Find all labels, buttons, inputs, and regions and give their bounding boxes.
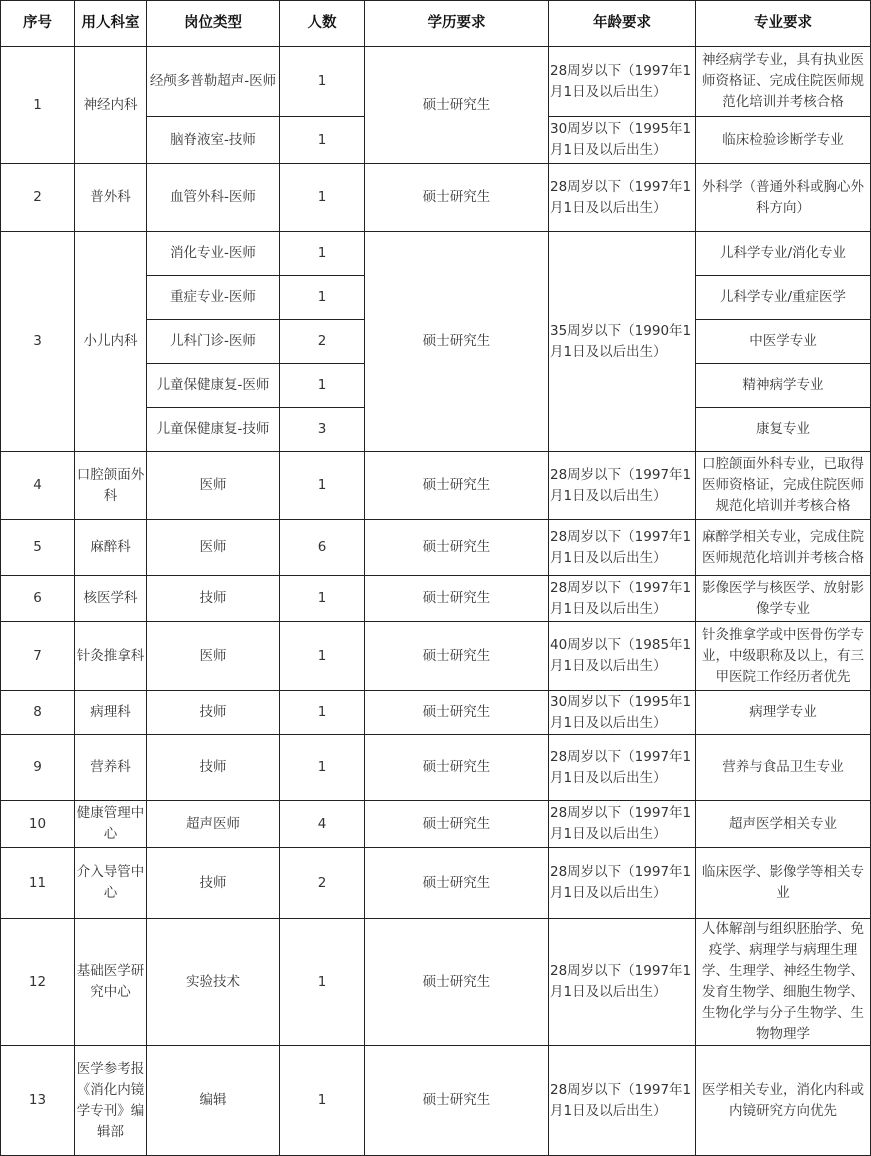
header-age: 年龄要求 bbox=[549, 1, 696, 47]
cell-type: 技师 bbox=[147, 691, 280, 735]
cell-major: 神经病学专业，具有执业医师资格证、完成住院医师规范化培训并考核合格 bbox=[696, 47, 871, 117]
cell-count: 3 bbox=[280, 408, 365, 452]
header-count: 人数 bbox=[280, 1, 365, 47]
cell-age: 35周岁以下（1990年1月1日及以后出生） bbox=[549, 232, 696, 452]
cell-age: 28周岁以下（1997年1月1日及以后出生） bbox=[549, 164, 696, 232]
cell-major: 营养与食品卫生专业 bbox=[696, 735, 871, 801]
cell-edu: 硕士研究生 bbox=[365, 1046, 549, 1156]
cell-count: 1 bbox=[280, 452, 365, 520]
table-row bbox=[1, 1046, 871, 1156]
cell-count: 1 bbox=[280, 622, 365, 691]
cell-type: 技师 bbox=[147, 735, 280, 801]
cell-dept: 基础医学研究中心 bbox=[75, 919, 147, 1046]
cell-dept: 麻醉科 bbox=[75, 520, 147, 576]
cell-count: 1 bbox=[280, 164, 365, 232]
cell-edu: 硕士研究生 bbox=[365, 576, 549, 622]
cell-type: 医师 bbox=[147, 452, 280, 520]
header-row bbox=[1, 1, 871, 47]
table-row bbox=[1, 848, 871, 919]
cell-type: 血管外科-医师 bbox=[147, 164, 280, 232]
cell-major: 儿科学专业/消化专业 bbox=[696, 232, 871, 276]
cell-major: 临床医学、影像学等相关专业 bbox=[696, 848, 871, 919]
header-major: 专业要求 bbox=[696, 1, 871, 47]
cell-count: 2 bbox=[280, 848, 365, 919]
cell-no: 7 bbox=[1, 622, 75, 691]
cell-dept: 小儿内科 bbox=[75, 232, 147, 452]
table-row bbox=[1, 164, 871, 232]
cell-dept: 口腔颌面外科 bbox=[75, 452, 147, 520]
cell-no: 12 bbox=[1, 919, 75, 1046]
cell-no: 4 bbox=[1, 452, 75, 520]
cell-type: 医师 bbox=[147, 622, 280, 691]
cell-dept: 普外科 bbox=[75, 164, 147, 232]
cell-type: 超声医师 bbox=[147, 801, 280, 848]
cell-count: 1 bbox=[280, 919, 365, 1046]
cell-no: 13 bbox=[1, 1046, 75, 1156]
header-dept: 用人科室 bbox=[75, 1, 147, 47]
cell-type: 儿童保健康复-技师 bbox=[147, 408, 280, 452]
cell-count: 1 bbox=[280, 117, 365, 164]
cell-no: 3 bbox=[1, 232, 75, 452]
cell-dept: 营养科 bbox=[75, 735, 147, 801]
cell-no: 5 bbox=[1, 520, 75, 576]
cell-edu: 硕士研究生 bbox=[365, 919, 549, 1046]
cell-major: 医学相关专业，消化内科或内镜研究方向优先 bbox=[696, 1046, 871, 1156]
cell-type: 实验技术 bbox=[147, 919, 280, 1046]
cell-count: 1 bbox=[280, 47, 365, 117]
cell-age: 28周岁以下（1997年1月1日及以后出生） bbox=[549, 576, 696, 622]
cell-edu: 硕士研究生 bbox=[365, 520, 549, 576]
cell-count: 1 bbox=[280, 1046, 365, 1156]
cell-age: 30周岁以下（1995年1月1日及以后出生） bbox=[549, 117, 696, 164]
cell-major: 口腔颌面外科专业，已取得医师资格证，完成住院医师规范化培训并考核合格 bbox=[696, 452, 871, 520]
cell-type: 重症专业-医师 bbox=[147, 276, 280, 320]
cell-major: 麻醉学相关专业，完成住院医师规范化培训并考核合格 bbox=[696, 520, 871, 576]
cell-count: 4 bbox=[280, 801, 365, 848]
cell-age: 28周岁以下（1997年1月1日及以后出生） bbox=[549, 1046, 696, 1156]
cell-major: 康复专业 bbox=[696, 408, 871, 452]
table-row bbox=[1, 576, 871, 622]
cell-age: 28周岁以下（1997年1月1日及以后出生） bbox=[549, 520, 696, 576]
cell-edu: 硕士研究生 bbox=[365, 622, 549, 691]
cell-dept: 病理科 bbox=[75, 691, 147, 735]
table-row bbox=[1, 801, 871, 848]
cell-no: 11 bbox=[1, 848, 75, 919]
cell-edu: 硕士研究生 bbox=[365, 848, 549, 919]
cell-age: 30周岁以下（1995年1月1日及以后出生） bbox=[549, 691, 696, 735]
cell-dept: 介入导管中心 bbox=[75, 848, 147, 919]
cell-dept: 健康管理中心 bbox=[75, 801, 147, 848]
cell-count: 1 bbox=[280, 276, 365, 320]
cell-major: 精神病学专业 bbox=[696, 364, 871, 408]
cell-major: 针灸推拿学或中医骨伤学专业，中级职称及以上，有三甲医院工作经历者优先 bbox=[696, 622, 871, 691]
cell-no: 10 bbox=[1, 801, 75, 848]
cell-count: 1 bbox=[280, 232, 365, 276]
cell-type: 儿童保健康复-医师 bbox=[147, 364, 280, 408]
cell-no: 2 bbox=[1, 164, 75, 232]
cell-major: 超声医学相关专业 bbox=[696, 801, 871, 848]
cell-type: 编辑 bbox=[147, 1046, 280, 1156]
cell-type: 脑脊液室-技师 bbox=[147, 117, 280, 164]
cell-type: 儿科门诊-医师 bbox=[147, 320, 280, 364]
header-no: 序号 bbox=[1, 1, 75, 47]
table-row bbox=[1, 452, 871, 520]
cell-no: 1 bbox=[1, 47, 75, 164]
cell-dept: 核医学科 bbox=[75, 576, 147, 622]
table-row bbox=[1, 47, 871, 117]
cell-no: 6 bbox=[1, 576, 75, 622]
cell-edu: 硕士研究生 bbox=[365, 691, 549, 735]
cell-type: 技师 bbox=[147, 576, 280, 622]
cell-dept: 神经内科 bbox=[75, 47, 147, 164]
cell-edu: 硕士研究生 bbox=[365, 164, 549, 232]
header-type: 岗位类型 bbox=[147, 1, 280, 47]
cell-count: 2 bbox=[280, 320, 365, 364]
cell-no: 9 bbox=[1, 735, 75, 801]
cell-count: 1 bbox=[280, 364, 365, 408]
cell-edu: 硕士研究生 bbox=[365, 47, 549, 164]
cell-major: 外科学（普通外科或胸心外科方向） bbox=[696, 164, 871, 232]
cell-edu: 硕士研究生 bbox=[365, 801, 549, 848]
cell-count: 1 bbox=[280, 735, 365, 801]
cell-no: 8 bbox=[1, 691, 75, 735]
cell-edu: 硕士研究生 bbox=[365, 452, 549, 520]
cell-edu: 硕士研究生 bbox=[365, 232, 549, 452]
cell-age: 28周岁以下（1997年1月1日及以后出生） bbox=[549, 735, 696, 801]
cell-type: 技师 bbox=[147, 848, 280, 919]
cell-major: 病理学专业 bbox=[696, 691, 871, 735]
cell-age: 28周岁以下（1997年1月1日及以后出生） bbox=[549, 452, 696, 520]
table-row bbox=[1, 691, 871, 735]
cell-type: 经颅多普勒超声-医师 bbox=[147, 47, 280, 117]
table-row bbox=[1, 622, 871, 691]
cell-major: 临床检验诊断学专业 bbox=[696, 117, 871, 164]
table-row bbox=[1, 232, 871, 276]
header-edu: 学历要求 bbox=[365, 1, 549, 47]
table-row bbox=[1, 919, 871, 1046]
cell-count: 6 bbox=[280, 520, 365, 576]
cell-major: 人体解剖与组织胚胎学、免疫学、病理学与病理生理学、生理学、神经生物学、发育生物学、细胞生物学、生物化学与分子生物学、生物物理学 bbox=[696, 919, 871, 1046]
cell-count: 1 bbox=[280, 576, 365, 622]
cell-age: 28周岁以下（1997年1月1日及以后出生） bbox=[549, 47, 696, 117]
cell-count: 1 bbox=[280, 691, 365, 735]
cell-dept: 针灸推拿科 bbox=[75, 622, 147, 691]
cell-major: 中医学专业 bbox=[696, 320, 871, 364]
cell-type: 医师 bbox=[147, 520, 280, 576]
cell-edu: 硕士研究生 bbox=[365, 735, 549, 801]
cell-age: 40周岁以下（1985年1月1日及以后出生） bbox=[549, 622, 696, 691]
table-row bbox=[1, 520, 871, 576]
cell-major: 影像医学与核医学、放射影像学专业 bbox=[696, 576, 871, 622]
cell-age: 28周岁以下（1997年1月1日及以后出生） bbox=[549, 848, 696, 919]
cell-dept: 医学参考报《消化内镜学专刊》编辑部 bbox=[75, 1046, 147, 1156]
cell-type: 消化专业-医师 bbox=[147, 232, 280, 276]
cell-age: 28周岁以下（1997年1月1日及以后出生） bbox=[549, 801, 696, 848]
table-row bbox=[1, 735, 871, 801]
cell-major: 儿科学专业/重症医学 bbox=[696, 276, 871, 320]
cell-age: 28周岁以下（1997年1月1日及以后出生） bbox=[549, 919, 696, 1046]
